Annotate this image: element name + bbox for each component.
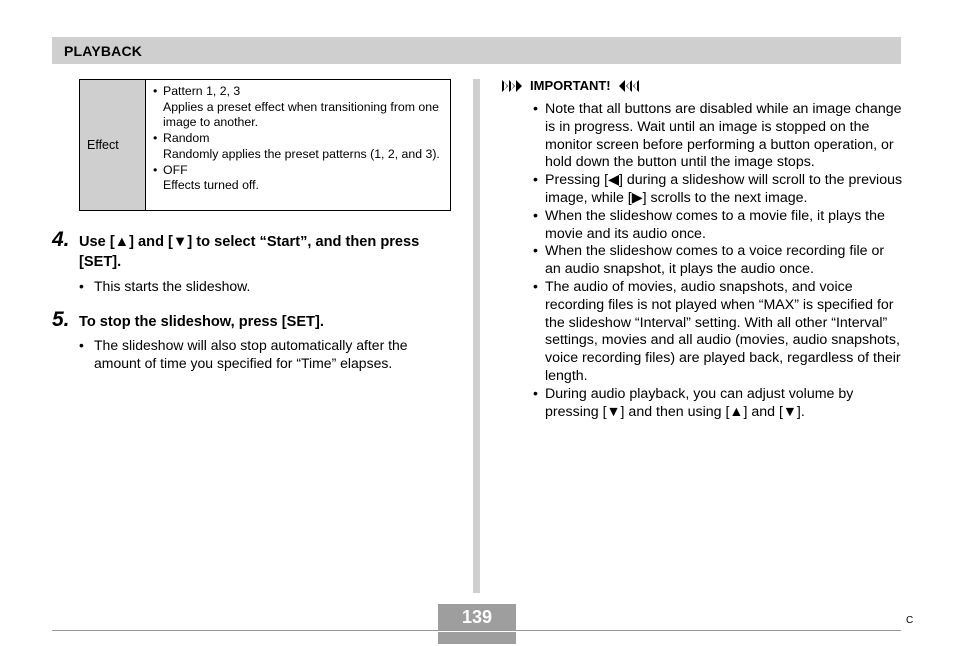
effect-option-name: Pattern 1, 2, 3 xyxy=(163,84,241,98)
step-4 xyxy=(52,228,452,272)
important-item xyxy=(533,386,903,422)
effect-option-desc: Applies a preset effect when transitioning from one image to another. xyxy=(163,99,439,130)
important-item-text: The audio of movies, audio snapshots, and voice recording files is not played when “MAX” is specified for the slideshow “Interval” setting. With all other “Interval” settings, movies and all audio (movies, audio snapshots, voice recording files) are played back, regardless of their length. xyxy=(545,278,901,384)
step-5 xyxy=(52,308,452,332)
bullet: • xyxy=(533,207,538,224)
column-divider xyxy=(473,79,480,593)
effect-option-desc: Randomly applies the preset patterns (1, 2, and 3). xyxy=(163,146,440,161)
important-item-text: Pressing [◀] during a slideshow will scroll to the previous image, while [▶] scrolls to the next image. xyxy=(545,172,903,206)
effect-options-cell xyxy=(146,80,450,210)
effect-option xyxy=(153,163,442,179)
effect-label: Effect xyxy=(87,138,119,152)
page-number-box xyxy=(438,604,516,644)
step-number: 4. xyxy=(52,228,70,251)
important-item xyxy=(533,208,903,244)
page-number-tab xyxy=(438,632,516,644)
section-header-bar xyxy=(52,37,901,64)
bullet: • xyxy=(79,337,84,353)
page-number: 139 xyxy=(438,604,516,630)
step-instruction: Use [▲] and [▼] to select “Start”, and then press [SET]. xyxy=(79,234,420,270)
step-note-text: The slideshow will also stop automatically after the amount of time you specified for “Time” elapses. xyxy=(94,337,408,371)
effect-option xyxy=(153,84,442,100)
important-item-text: During audio playback, you can adjust volume by pressing [▼] and then using [▲] and [▼]. xyxy=(545,385,854,420)
effect-label-cell xyxy=(80,80,146,210)
bullet: • xyxy=(533,101,538,117)
step-5-note xyxy=(79,337,449,373)
important-item xyxy=(533,243,903,279)
effect-table xyxy=(79,79,451,211)
triple-left-arrow-icon xyxy=(617,80,639,92)
important-item xyxy=(533,279,903,386)
effect-option-desc: Effects turned off. xyxy=(163,178,259,193)
important-heading xyxy=(502,78,639,93)
effect-option-name: Random xyxy=(163,131,210,146)
bullet: • xyxy=(79,278,84,294)
corner-mark: C xyxy=(906,615,914,626)
step-4-note xyxy=(79,278,459,296)
bullet: • xyxy=(533,243,538,260)
important-item-text: When the slideshow comes to a voice recording file or an audio snapshot, it plays the audio once. xyxy=(545,243,885,278)
step-number: 5. xyxy=(52,308,70,331)
bullet: • xyxy=(533,385,538,402)
important-list xyxy=(533,101,903,421)
triple-right-arrow-icon xyxy=(502,80,524,92)
step-note-text: This starts the slideshow. xyxy=(94,278,251,294)
effect-option-name: OFF xyxy=(163,162,188,177)
step-instruction: To stop the slideshow, press [SET]. xyxy=(79,314,324,330)
bullet: • xyxy=(153,131,158,146)
bullet: • xyxy=(533,172,538,189)
bullet: • xyxy=(533,278,538,295)
important-item-text: When the slideshow comes to a movie file, it plays the movie and its audio once. xyxy=(545,207,885,242)
bullet: • xyxy=(153,162,158,177)
important-item xyxy=(533,172,903,208)
effect-option xyxy=(153,131,442,147)
important-title: IMPORTANT! xyxy=(530,78,611,93)
section-title: PLAYBACK xyxy=(64,43,143,59)
important-item-text: Note that all buttons are disabled while an image change is in progress. Wait until an image is stopped on the monitor screen before performing a button operation, or hold down the button until the image stops. xyxy=(545,101,902,171)
important-item xyxy=(533,101,903,172)
bullet: • xyxy=(153,84,158,98)
